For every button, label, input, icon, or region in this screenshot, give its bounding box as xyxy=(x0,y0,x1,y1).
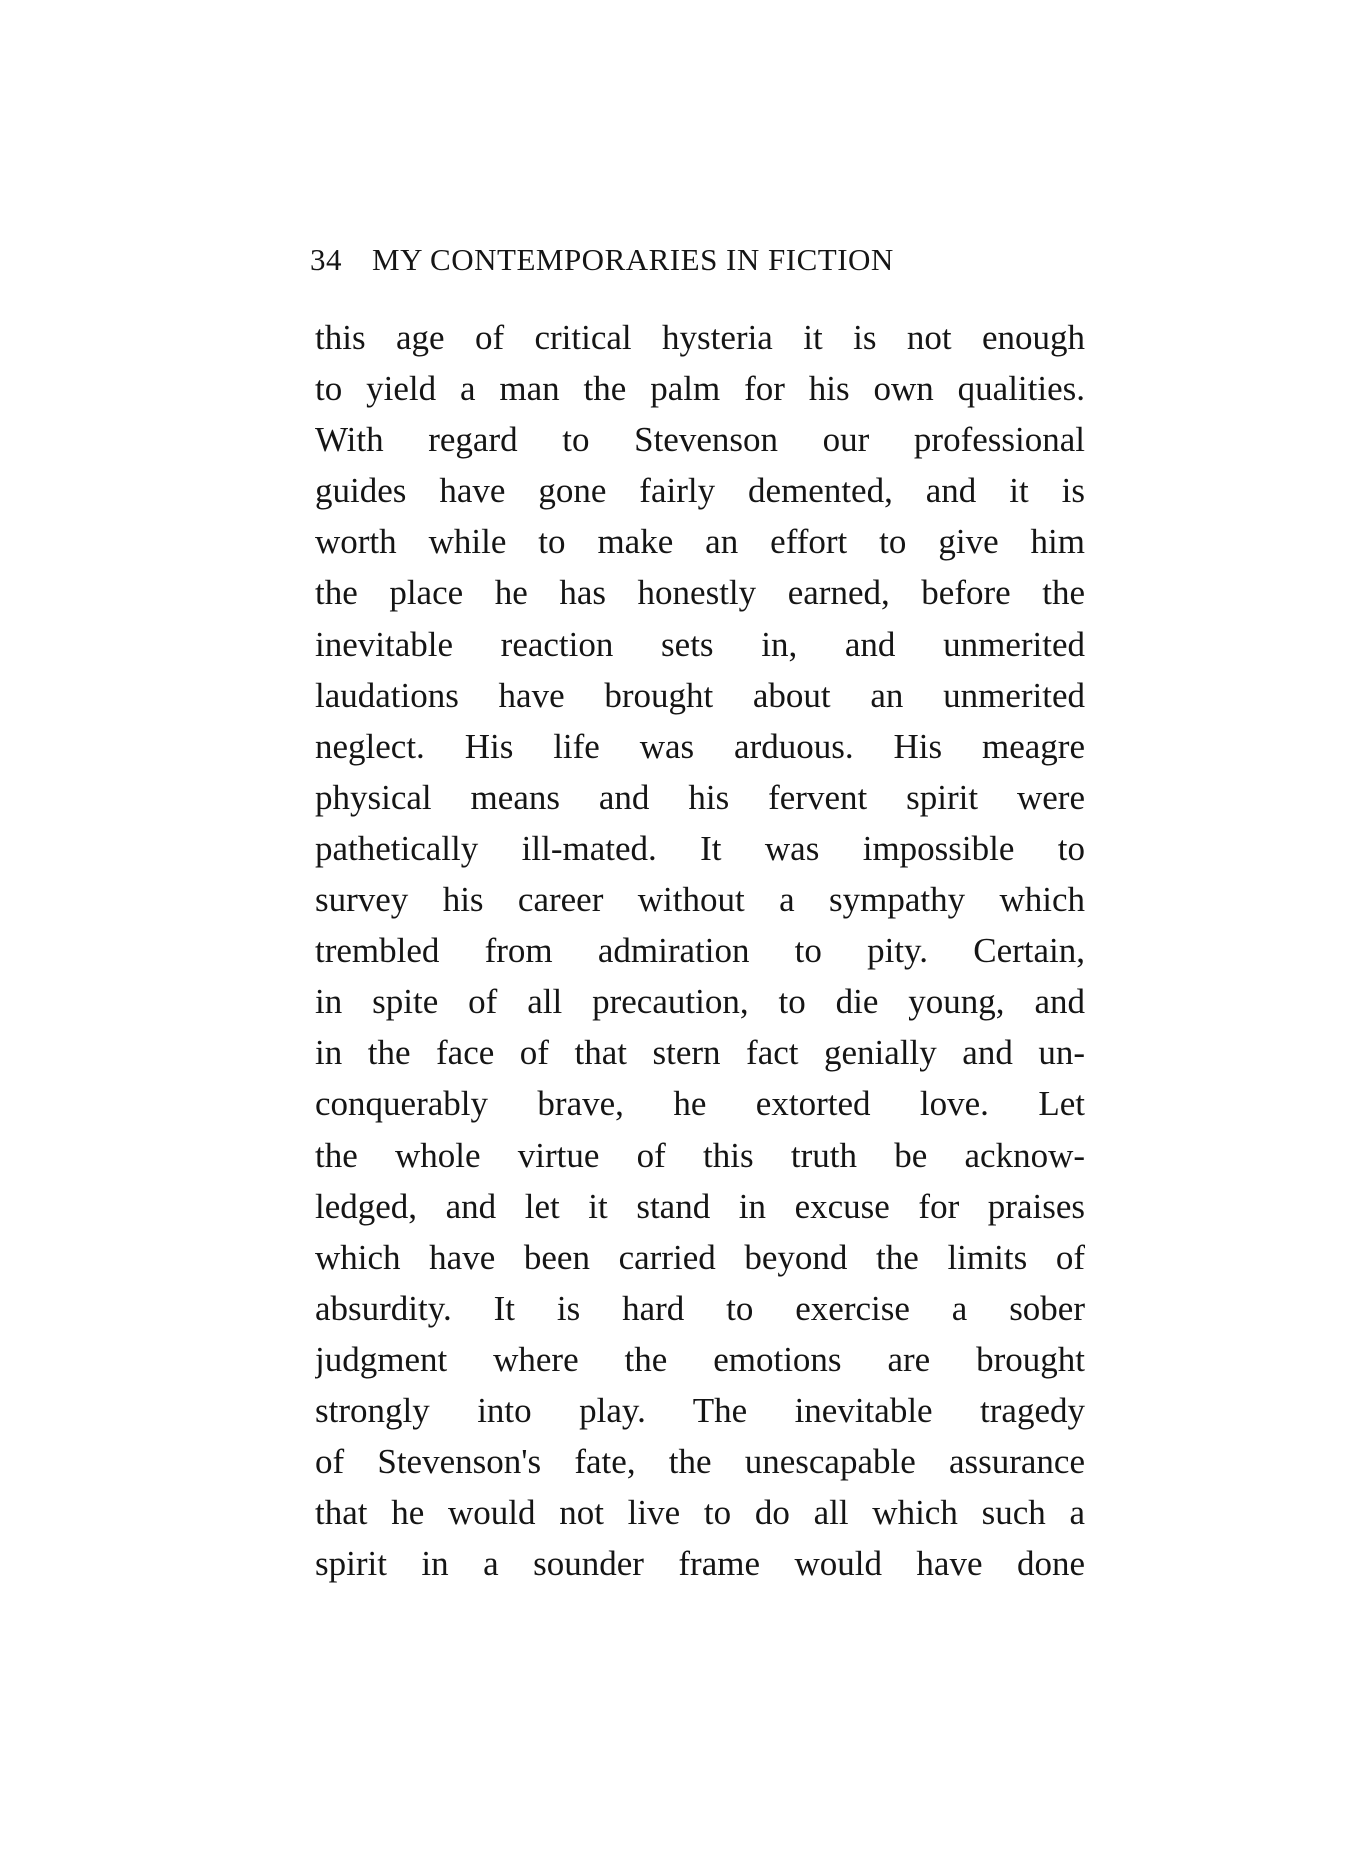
text-line: worth while to make an effort to give him xyxy=(315,522,1085,562)
running-title: MY CONTEMPORARIES IN FICTION xyxy=(372,242,894,277)
text-line: neglect. His life was arduous. His meagre xyxy=(315,726,1085,766)
text-line: judgment where the emotions are brought xyxy=(315,1339,1085,1379)
text-line: that he would not live to do all which such a xyxy=(315,1493,1085,1533)
text-line: to yield a man the palm for his own qualities. xyxy=(315,369,1085,409)
text-line: survey his career without a sympathy which xyxy=(315,880,1085,920)
running-head xyxy=(310,238,1080,282)
text-line: physical means and his fervent spirit were xyxy=(315,777,1085,817)
text-line: spirit in a sounder frame would have done xyxy=(315,1544,1085,1584)
text-line: ledged, and let it stand in excuse for praises xyxy=(315,1186,1085,1226)
text-line: of Stevenson's fate, the unescapable assurance xyxy=(315,1442,1085,1482)
text-line: absurdity. It is hard to exercise a sober xyxy=(315,1288,1085,1328)
text-line: conquerably brave, he extorted love. Let xyxy=(315,1084,1085,1124)
body-text xyxy=(315,312,1085,1589)
text-line: in the face of that stern fact genially and un- xyxy=(315,1033,1085,1073)
text-line: With regard to Stevenson our professional xyxy=(315,420,1085,460)
text-line: the whole virtue of this truth be acknow- xyxy=(315,1135,1085,1175)
text-line: trembled from admiration to pity. Certain, xyxy=(315,931,1085,971)
text-line: inevitable reaction sets in, and unmerited xyxy=(315,624,1085,664)
text-line: laudations have brought about an unmerited xyxy=(315,675,1085,715)
text-line: this age of critical hysteria it is not enough xyxy=(315,318,1085,357)
text-line: strongly into play. The inevitable tragedy xyxy=(315,1390,1085,1430)
text-line: the place he has honestly earned, before the xyxy=(315,573,1085,613)
text-line: pathetically ill-mated. It was impossible to xyxy=(315,828,1085,868)
text-line: which have been carried beyond the limits of xyxy=(315,1237,1085,1277)
page-number: 34 xyxy=(310,242,342,277)
text-line: in spite of all precaution, to die young, and xyxy=(315,982,1085,1022)
text-line: guides have gone fairly demented, and it is xyxy=(315,471,1085,511)
